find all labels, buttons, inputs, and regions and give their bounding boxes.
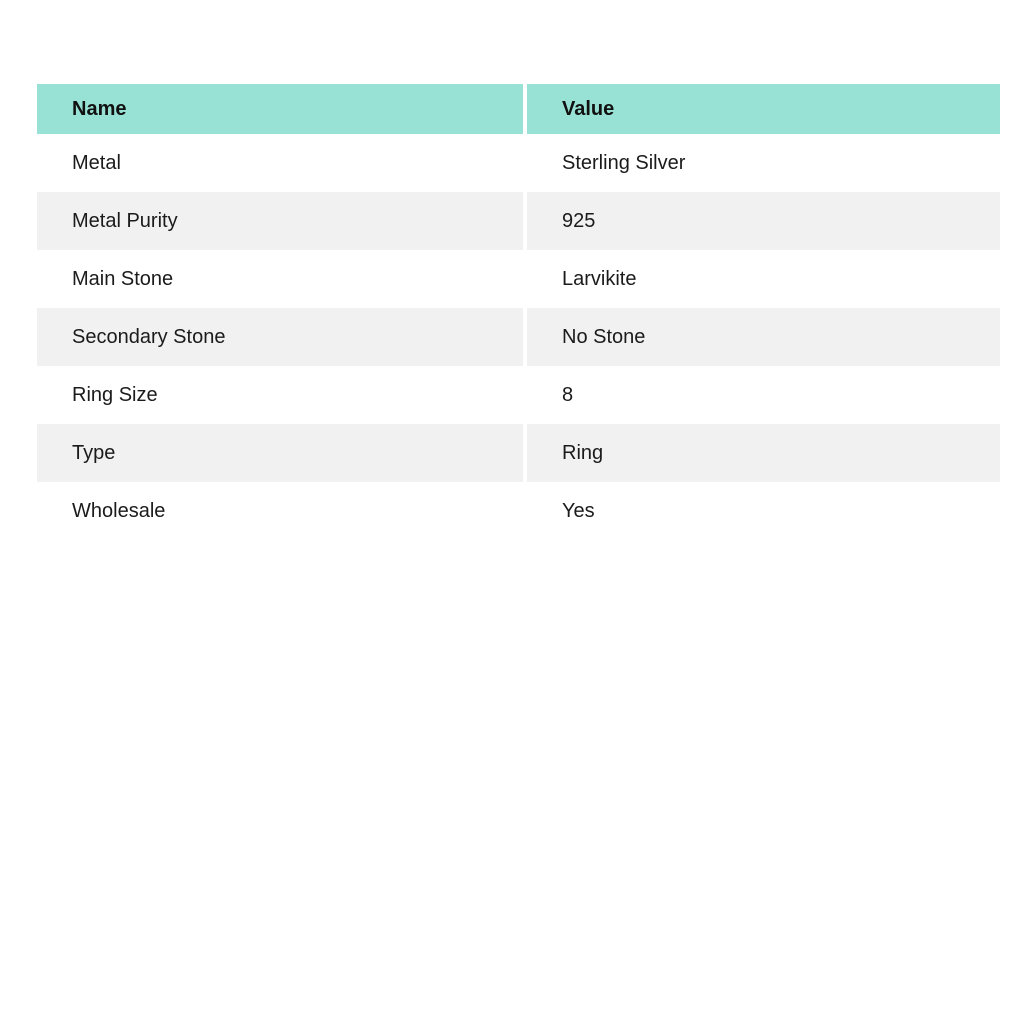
table-row <box>37 192 1000 250</box>
attribute-value-cell: No Stone <box>527 308 1000 366</box>
attribute-name-cell: Secondary Stone <box>37 308 523 366</box>
attribute-name-cell: Main Stone <box>37 250 523 308</box>
table-row <box>37 308 1000 366</box>
attribute-value-cell: Yes <box>527 482 1000 540</box>
attribute-name-cell: Metal <box>37 134 523 192</box>
attributes-table <box>37 84 1000 540</box>
attribute-value-cell: Sterling Silver <box>527 134 1000 192</box>
attribute-value-cell: 925 <box>527 192 1000 250</box>
attribute-value-cell: 8 <box>527 366 1000 424</box>
attribute-value-cell: Ring <box>527 424 1000 482</box>
attribute-name-cell: Ring Size <box>37 366 523 424</box>
table-row <box>37 366 1000 424</box>
attribute-name-cell: Metal Purity <box>37 192 523 250</box>
attribute-name-cell: Type <box>37 424 523 482</box>
table-header-row <box>37 84 1000 134</box>
table-row <box>37 250 1000 308</box>
table-row <box>37 134 1000 192</box>
attribute-name-cell: Wholesale <box>37 482 523 540</box>
table-row <box>37 482 1000 540</box>
name-column-header: Name <box>37 84 523 134</box>
table-row <box>37 424 1000 482</box>
value-column-header: Value <box>527 84 1000 134</box>
attribute-value-cell: Larvikite <box>527 250 1000 308</box>
